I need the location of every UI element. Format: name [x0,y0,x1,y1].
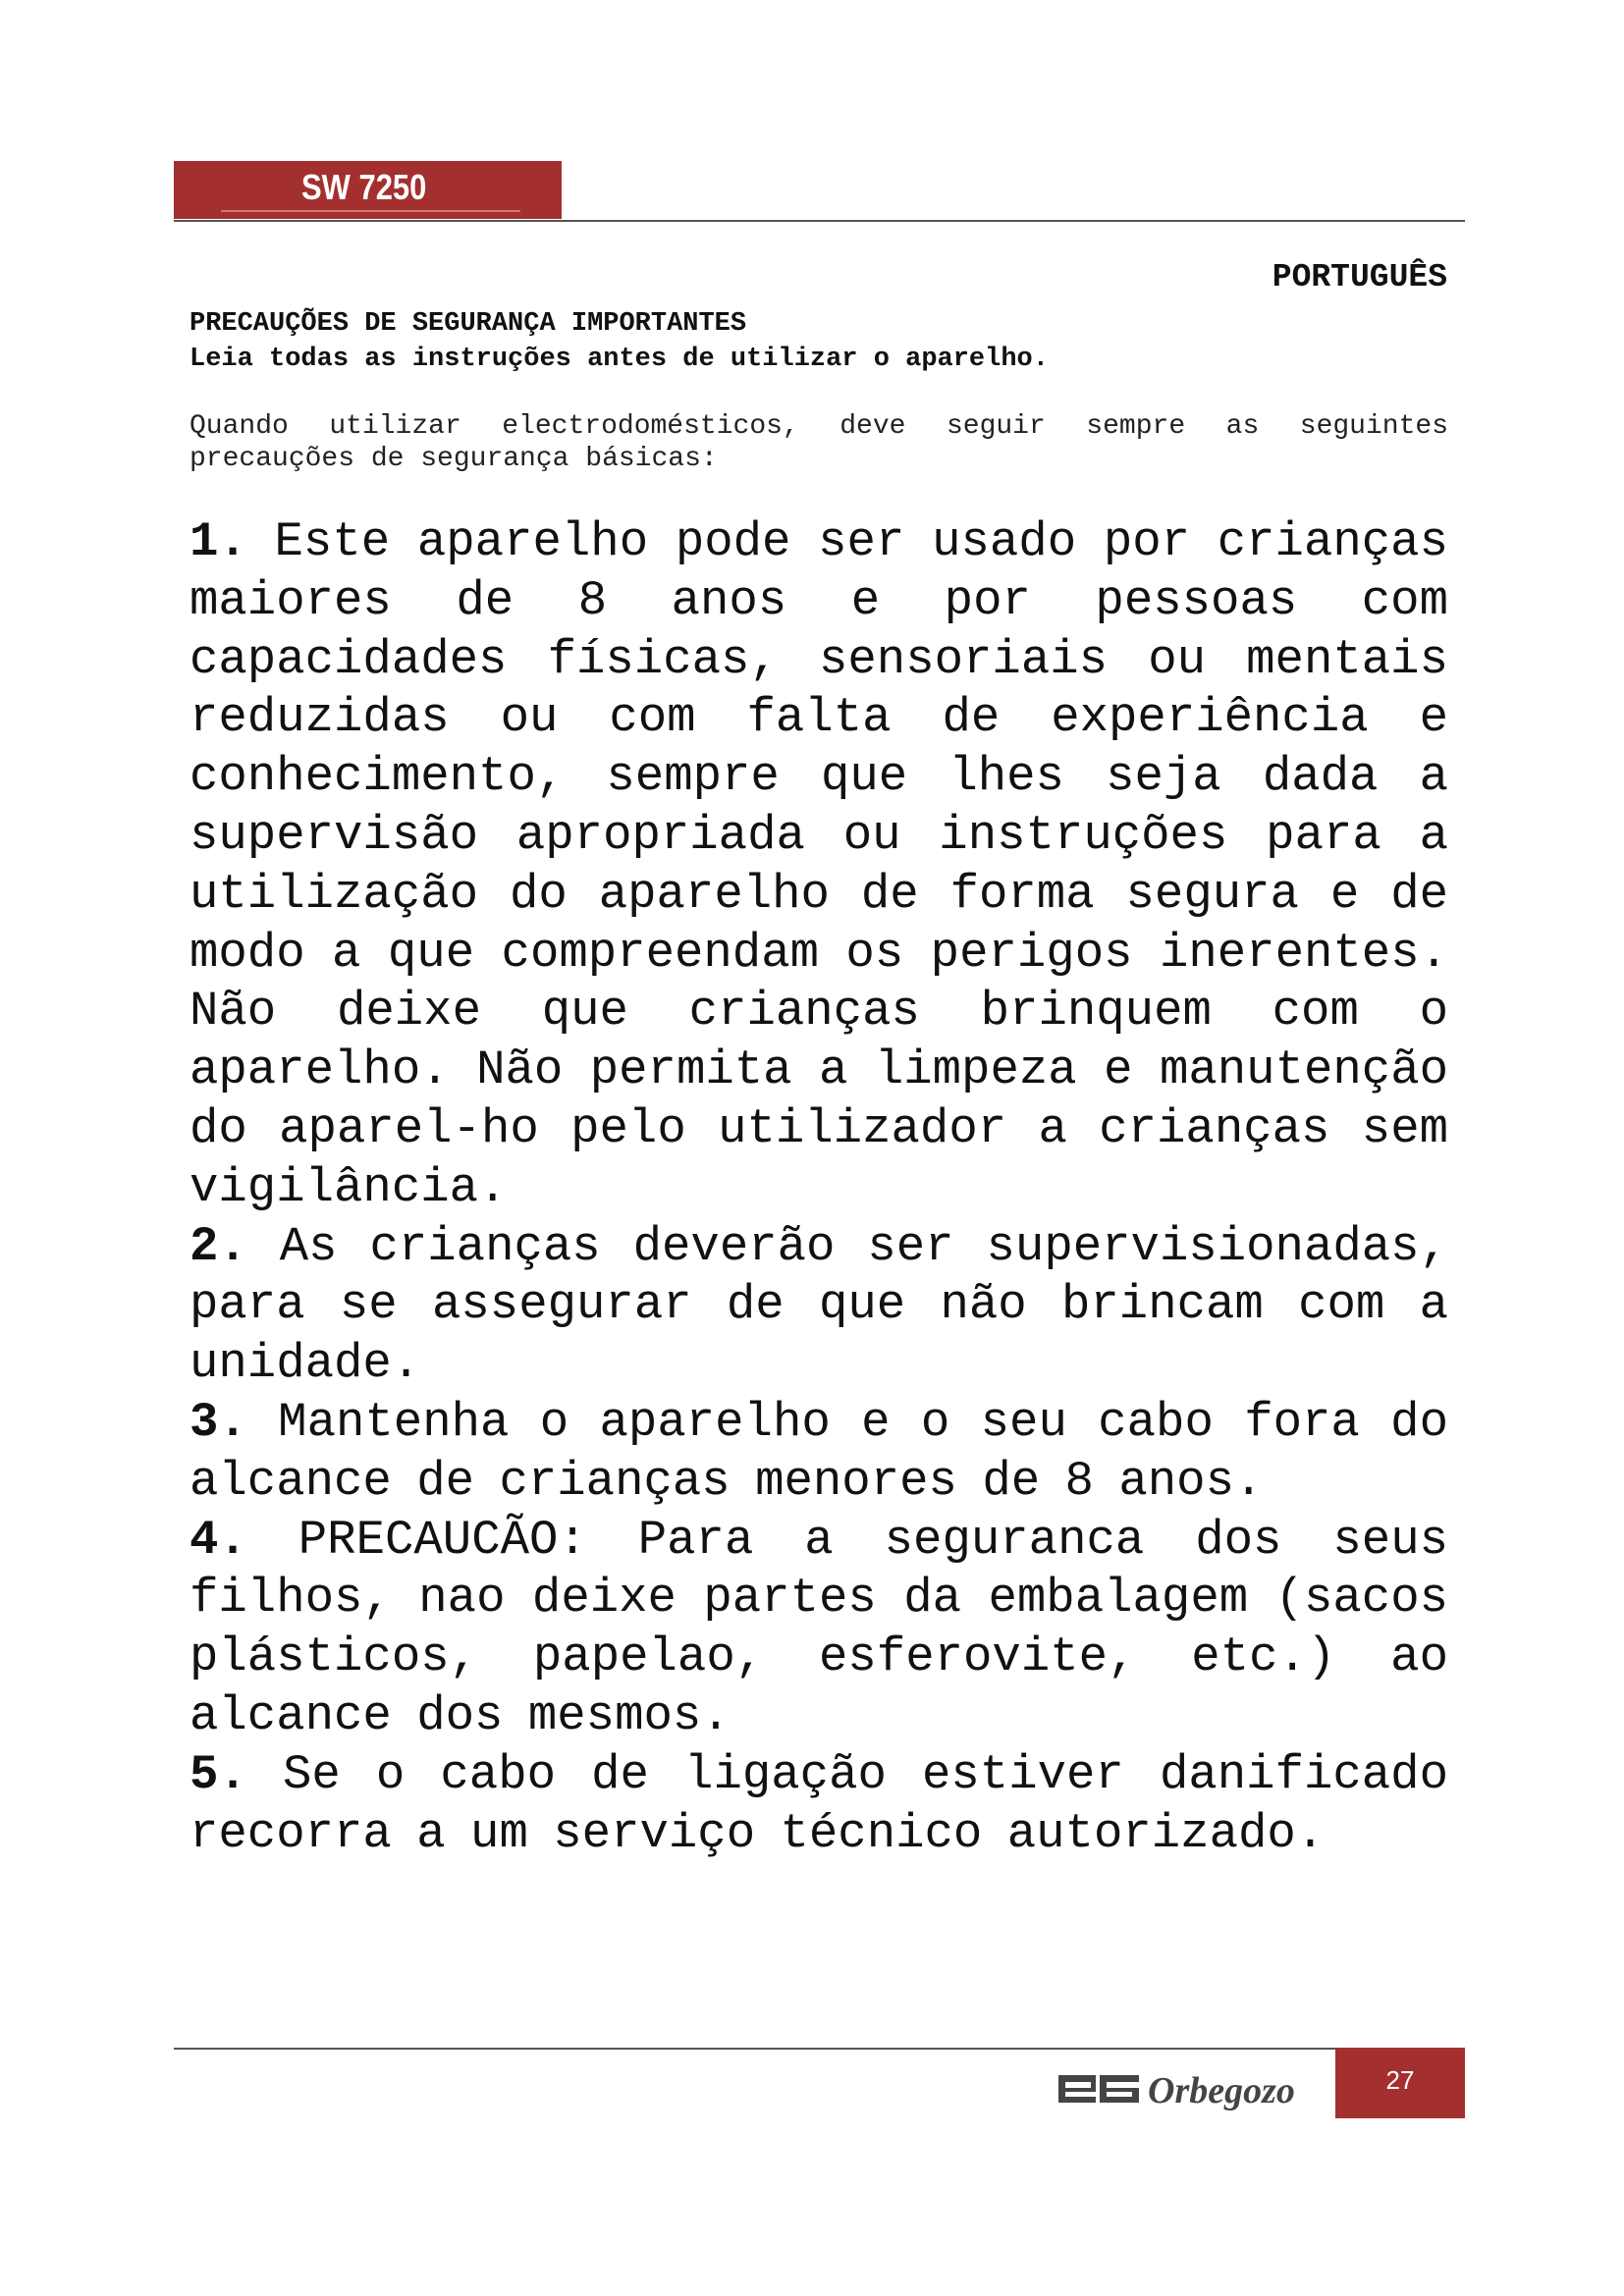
list-item [189,1512,1448,1746]
item-number: 5. [189,1746,247,1802]
item-number: 1. [189,514,247,569]
list-item [189,1218,1448,1394]
item-text: Este aparelho pode ser usado por crianças maiores de 8 anos e por pessoas com capacidades físicas, sensoriais ou mentais reduzidas ou com falta de experiência e conhecimento, sempre que lhes seja dada a supervisão apropriada ou instruções para a utilização do aparelho de forma segura e de modo a que compreendam os perigos inerentes. Não deixe que crianças brinquem com o aparelho. Não permita a limpeza e manutenção do aparel-ho pelo utilizador a crianças sem vigilância. [189,514,1448,1215]
header-rule [174,220,1465,222]
item-text: PRECAUCÃO: Para a seguranca dos seus filhos, nao deixe partes da embalagem (sacos plásticos, papelao, esferovite, etc.) ao alcance dos mesmos. [189,1512,1449,1743]
footer-rule [174,2048,1465,2050]
item-text: Mantenha o aparelho e o seu cabo fora do alcance de crianças menores de 8 anos. [189,1394,1448,1509]
item-number: 4. [189,1512,247,1568]
section-heading [189,306,1049,377]
intro-paragraph: Quando utilizar electrodomésticos, deve seguir sempre as seguintes precauções de segurança básicas: [189,411,1448,474]
section-subtitle: Leia todas as instruções antes de utilizar o aparelho. [189,345,1049,374]
orbegozo-logo [1055,2061,1320,2110]
page-number: 27 [1385,2065,1415,2095]
safety-list [189,513,1448,1863]
list-item [189,1746,1448,1864]
brand-name: Orbegozo [1148,2070,1295,2110]
item-text: Se o cabo de ligação estiver danificado recorra a um serviço técnico autorizado. [189,1746,1448,1861]
model-number: SW 7250 [301,167,427,207]
item-text: As crianças deverão ser supervisionadas, para se assegurar de que não brincam com a unidade. [189,1218,1448,1392]
item-number: 3. [189,1394,247,1450]
list-item [189,1394,1448,1512]
list-item [189,513,1448,1218]
model-tab [174,161,562,219]
page-number-box [1335,2048,1465,2118]
item-number: 2. [189,1218,247,1274]
brand-mark-icon [1058,2075,1139,2103]
section-title: PRECAUÇÕES DE SEGURANÇA IMPORTANTES [189,309,747,339]
language-label: PORTUGUÊS [1272,259,1447,295]
tab-underline [221,210,520,212]
